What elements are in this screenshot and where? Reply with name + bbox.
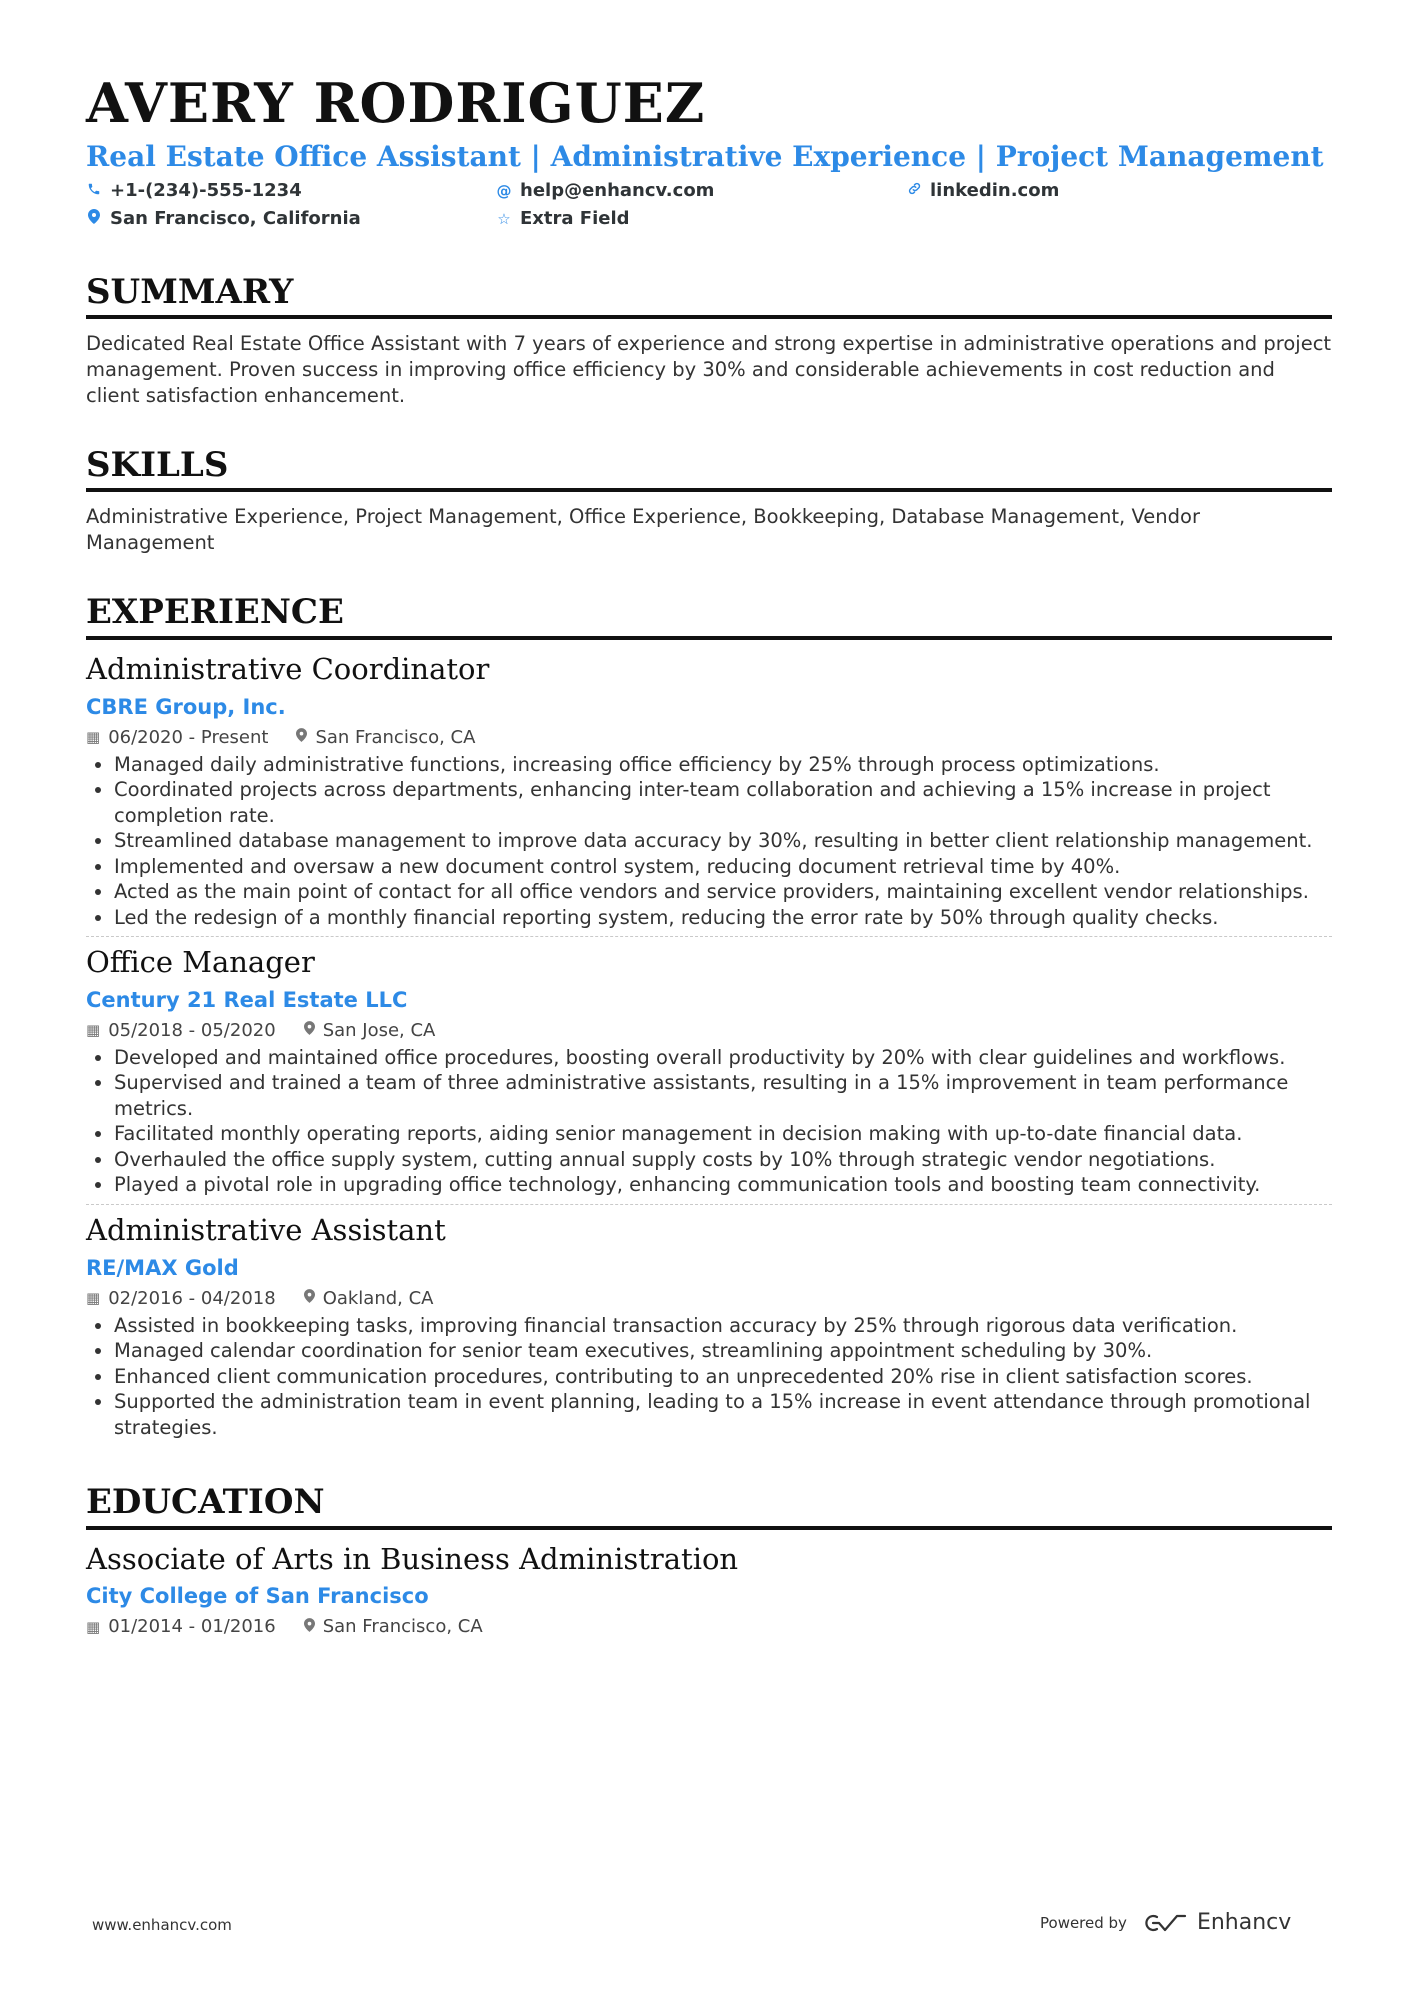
school-name: City College of San Francisco [86,1584,429,1609]
calendar-icon: ▦ [86,728,101,747]
job-location: Oakland, CA [322,1287,434,1309]
calendar-icon: ▦ [86,1021,101,1040]
education-dates: 01/2014 - 01/2016 [108,1616,276,1638]
contact-phone [86,180,496,202]
job-title: Office Manager [86,945,315,980]
calendar-icon: ▦ [86,1617,101,1636]
experience-heading: EXPERIENCE [86,594,1332,639]
contact-email[interactable] [496,180,906,202]
degree-title: Associate of Arts in Business Administration [86,1541,739,1576]
footer-website[interactable]: www.enhancv.com [92,1916,232,1934]
job-meta [86,1020,1332,1041]
job-dates: 05/2018 - 05/2020 [108,1019,276,1041]
experience-section [86,594,1332,1446]
footer-branding [1040,1910,1291,1935]
star-icon: ☆ [497,209,511,228]
job-entry [86,652,1332,936]
list-item: • Developed and maintained office procedures, boosting overall productivity by 20% with clear guidelines and workflows. [114,1045,1332,1071]
location-pin-icon [304,1618,315,1636]
brand-name: Enhancv [1196,1910,1292,1935]
job-title: Administrative Assistant [86,1212,446,1247]
linkedin-text[interactable]: linkedin.com [930,180,1060,202]
contact-linkedin[interactable] [906,180,1316,202]
summary-heading: SUMMARY [86,274,1332,319]
contact-extra [496,208,906,230]
phone-text: +1-(234)-555-1234 [110,180,302,202]
powered-by-label: Powered by [1040,1913,1127,1932]
job-dates: 06/2020 - Present [108,726,269,748]
job-entry [86,936,1332,1204]
education-location: San Francisco, CA [322,1616,483,1638]
contact-location [86,208,496,230]
job-location: San Francisco, CA [315,726,476,748]
list-item: • Managed calendar coordination for senior team executives, streamlining appointment scheduling by 30%. [114,1338,1332,1364]
job-bullets [86,752,1332,931]
contact-info [86,180,1332,230]
link-icon [906,181,922,200]
list-item: • Implemented and oversaw a new document control system, reducing document retrieval time by 40%. [114,854,1332,880]
education-section [86,1484,1332,1637]
list-item: • Managed daily administrative functions, increasing office efficiency by 25% through process optimizations. [114,752,1332,778]
list-item: • Supported the administration team in event planning, leading to a 15% increase in event attendance through promotional strategies. [114,1389,1332,1440]
location-pin-icon [296,728,307,746]
resume-page [86,71,1332,1638]
list-item: • Coordinated projects across departments, enhancing inter-team collaboration and achieving a 15% increase in project completion rate. [114,777,1332,828]
job-meta [86,1288,1332,1309]
skills-text: Administrative Experience, Project Management, Office Experience, Bookkeeping, Database Management, Vendor Management [86,505,1200,555]
job-location: San Jose, CA [322,1019,436,1041]
candidate-name: AVERY RODRIGUEZ [86,71,706,135]
skills-section [86,444,1332,556]
list-item: • Acted as the main point of contact for all office vendors and service providers, maintaining excellent vendor relationships. [114,879,1332,905]
location-pin-icon [304,1289,315,1307]
list-item: • Played a pivotal role in upgrading office technology, enhancing communication tools and boosting team connectivity. [114,1172,1332,1198]
list-item: • Enhanced client communication procedures, contributing to an unprecedented 20% rise in client satisfaction scores. [114,1364,1332,1390]
list-item: • Supervised and trained a team of three administrative assistants, resulting in a 15% improvement in team performance metrics. [114,1070,1332,1121]
education-meta [86,1616,1332,1637]
at-icon: @ [496,181,512,200]
location-text: San Francisco, California [110,208,361,230]
company-name: Century 21 Real Estate LLC [86,987,408,1012]
job-entry [86,1204,1332,1446]
job-dates: 02/2016 - 04/2018 [108,1287,276,1309]
candidate-tagline: Real Estate Office Assistant | Administrative Experience | Project Management [86,140,1324,173]
list-item: • Overhauled the office supply system, cutting annual supply costs by 10% through strategic vendor negotiations. [114,1147,1332,1173]
summary-section [86,271,1332,409]
company-name: CBRE Group, Inc. [86,694,286,719]
skills-heading: SKILLS [86,447,1332,492]
location-pin-icon [86,209,102,228]
list-item: • Led the redesign of a monthly financial reporting system, reducing the error rate by 50% through quality checks. [114,905,1332,931]
summary-text: Dedicated Real Estate Office Assistant with 7 years of experience and strong expertise in administrative operations and project management. Proven success in improving office efficiency by 30% and considerable achievements in cost reduction and client satisfaction enhancement. [86,331,1332,407]
education-heading: EDUCATION [86,1484,1332,1529]
company-name: RE/MAX Gold [86,1255,239,1280]
enhancv-logo[interactable] [1143,1910,1291,1935]
calendar-icon: ▦ [86,1289,101,1308]
enhancv-logo-icon [1143,1912,1189,1934]
list-item: • Assisted in bookkeeping tasks, improving financial transaction accuracy by 25% through rigorous data verification. [114,1313,1332,1339]
list-item: • Streamlined database management to improve data accuracy by 30%, resulting in better client relationship management. [114,828,1332,854]
job-title: Administrative Coordinator [86,651,490,686]
extra-text: Extra Field [520,208,630,230]
job-bullets [86,1045,1332,1198]
location-pin-icon [304,1021,315,1039]
job-meta [86,727,1332,748]
list-item: • Facilitated monthly operating reports, aiding senior management in decision making with up-to-date financial data. [114,1121,1332,1147]
phone-icon [86,182,102,200]
job-bullets [86,1313,1332,1441]
email-text[interactable]: help@enhancv.com [520,180,715,202]
